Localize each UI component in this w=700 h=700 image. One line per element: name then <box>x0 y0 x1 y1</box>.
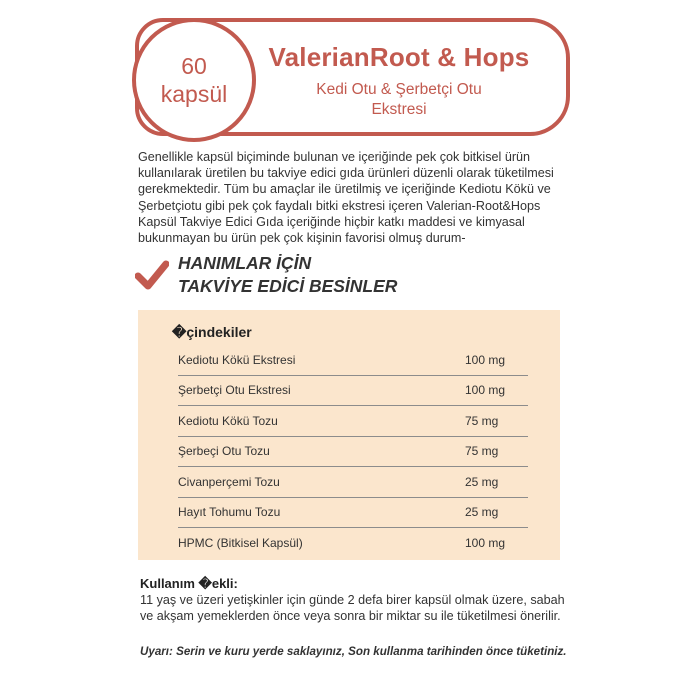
ingredient-amount: 100 mg <box>465 383 506 398</box>
ingredient-row <box>178 467 528 498</box>
ingredient-name: Şerbetçi Otu Ekstresi <box>178 383 291 398</box>
ingredient-name: Kediotu Kökü Ekstresi <box>178 352 296 367</box>
ingredient-row <box>178 406 528 437</box>
capsule-unit: kapsül <box>160 81 228 107</box>
ingredient-name: Civanperçemi Tozu <box>178 474 280 489</box>
product-subtitle-line2: Ekstresi <box>371 101 427 118</box>
ingredients-table <box>178 345 528 558</box>
ingredient-name: Şerbeçi Otu Tozu <box>178 444 270 459</box>
ingredient-amount: 100 mg <box>465 535 506 550</box>
capsule-count-badge <box>132 18 256 142</box>
ingredient-amount: 75 mg <box>465 444 499 459</box>
ingredient-name: Kediotu Kökü Tozu <box>178 413 278 428</box>
capsule-count: 60 <box>181 53 207 79</box>
storage-warning: Uyarı: Serin ve kuru yerde saklayınız, Son kullanma tarihinden önce tüketiniz. <box>140 645 567 658</box>
intro-paragraph: Genellikle kapsül biçiminde bulunan ve içeriğinde pek çok bitkisel ürün kullanılarak üretilen bu takviye edici gıda ürünleri düzenli olarak tüketilmesi gerekmektedir. Tüm bu amaçlar ile üretilmiş ve içeriğinde Kediotu Kökü ve Şerbetçiotu gibi pek çok faydalı bitki ekstresi içeren Valerian-Root&Hops Kapsül Takviye Edici Gıda içeriğinde hiçbir katkı maddesi ve kimyasal bukunmayan bu ürün pek çok kişinin favorisi olmuş durum- <box>138 150 554 246</box>
promo-line-2: TAKVİYE EDİCİ BESİNLER <box>178 276 398 296</box>
ingredient-amount: 100 mg <box>465 352 506 367</box>
ingredient-amount: 75 mg <box>465 413 499 428</box>
product-title-block <box>258 42 540 120</box>
ingredient-amount: 25 mg <box>465 505 499 520</box>
product-subtitle-line1: Kedi Otu & Şerbetçi Otu <box>316 81 482 98</box>
ingredient-row <box>178 437 528 468</box>
checkmark-icon <box>135 258 169 292</box>
product-title: ValerianRoot & Hops <box>268 42 530 72</box>
promo-line-1: HANIMLAR İÇİN <box>178 253 312 273</box>
ingredient-name: Hayıt Tohumu Tozu <box>178 505 281 520</box>
ingredients-title: �çindekiler <box>172 324 252 340</box>
usage-title: Kullanım �ekli: <box>140 576 238 591</box>
ingredient-name: HPMC (Bitkisel Kapsül) <box>178 535 303 550</box>
ingredient-row <box>178 376 528 407</box>
ingredient-row <box>178 498 528 529</box>
ingredient-row <box>178 345 528 376</box>
ingredient-amount: 25 mg <box>465 474 499 489</box>
promo-heading <box>178 252 397 298</box>
usage-text: 11 yaş ve üzeri yetişkinler için günde 2 defa birer kapsül olmak üzere, sabah ve akşam yemeklerden önce veya sonra bir miktar su ile tüketilmesi önerilir. <box>140 593 565 623</box>
ingredients-panel <box>138 310 560 560</box>
ingredient-row <box>178 528 528 558</box>
